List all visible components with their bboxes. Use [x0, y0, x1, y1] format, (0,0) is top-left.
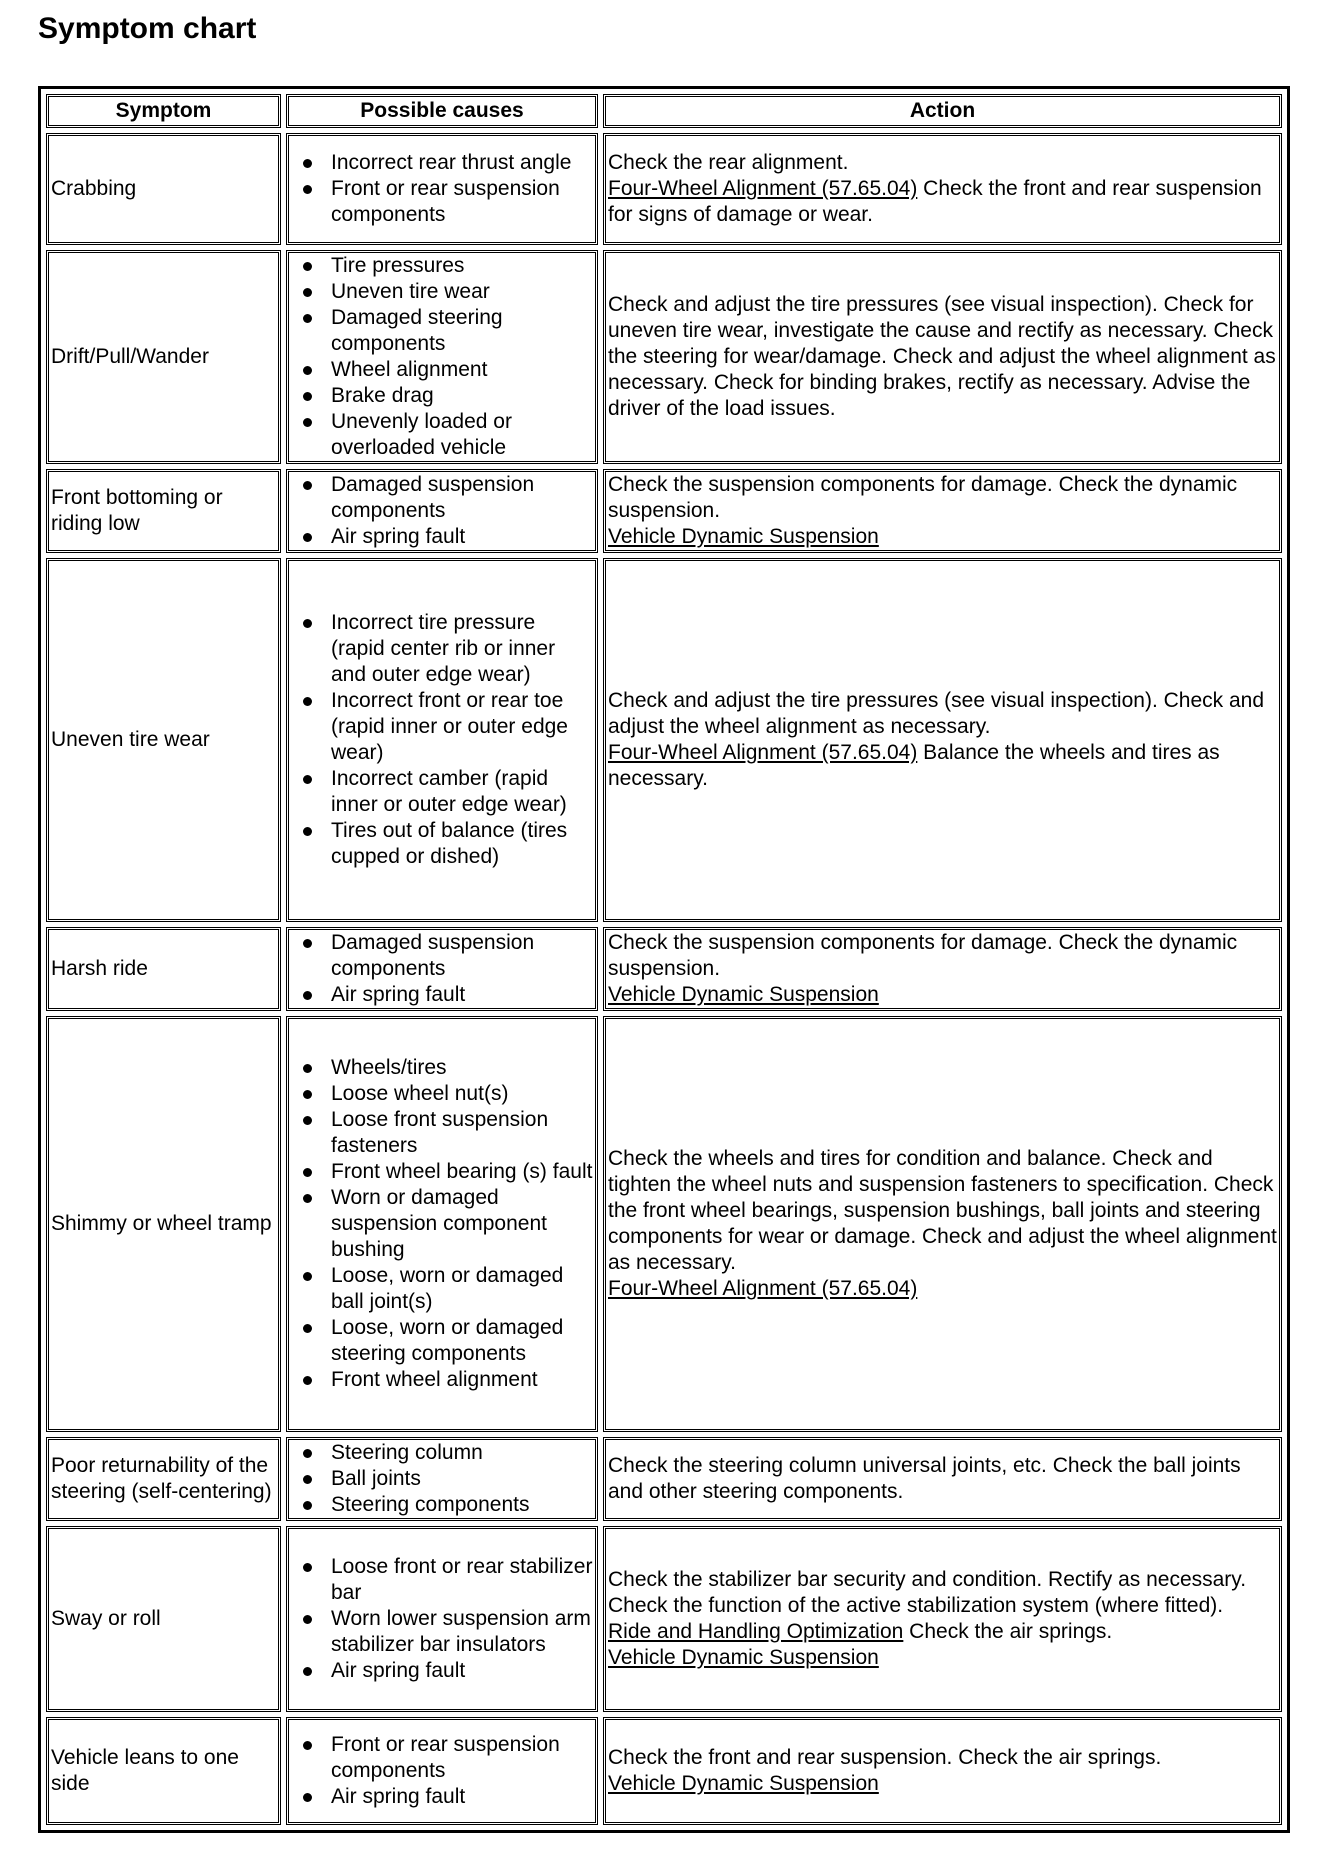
causes-cell: [286, 1717, 598, 1825]
causes-list: [291, 1440, 593, 1518]
cause-item: Wheels/tires: [331, 1055, 593, 1081]
cause-item: Damaged suspension components: [331, 930, 593, 982]
symptom-cell: Drift/Pull/Wander: [46, 250, 281, 464]
cause-item: Worn lower suspension arm stabilizer bar insulators: [331, 1606, 593, 1658]
causes-list: [291, 472, 593, 550]
cause-item: Loose, worn or damaged steering components: [331, 1315, 593, 1367]
causes-cell: [286, 927, 598, 1011]
cause-item: Unevenly loaded or overloaded vehicle: [331, 409, 593, 461]
causes-list: [291, 1732, 593, 1810]
causes-list: [291, 150, 593, 228]
action-text: Balance the wheels and tires as necessary.: [608, 741, 1220, 790]
action-text: Check the front and rear suspension for signs of damage or wear.: [608, 177, 1262, 226]
cause-item: Front wheel alignment: [331, 1367, 593, 1393]
cause-item: Damaged steering components: [331, 305, 593, 357]
action-text: Check the rear alignment.: [608, 151, 849, 174]
action-text: Check the air springs.: [903, 1620, 1113, 1643]
cause-item: Worn or damaged suspension component bushing: [331, 1185, 593, 1263]
cause-item: Front or rear suspension components: [331, 176, 593, 228]
causes-cell: [286, 469, 598, 553]
table-row: [46, 1717, 1282, 1825]
cause-item: Air spring fault: [331, 1784, 593, 1810]
cause-item: Front wheel bearing (s) fault: [331, 1160, 593, 1183]
cause-item: Steering column: [331, 1440, 593, 1466]
cause-item: Incorrect rear thrust angle: [331, 150, 593, 176]
causes-cell: [286, 1437, 598, 1521]
vehicle-dynamic-suspension-link[interactable]: Vehicle Dynamic Suspension: [608, 1772, 879, 1795]
symptom-cell: Harsh ride: [46, 927, 281, 1011]
action-cell: [603, 1717, 1282, 1825]
action-text: Check the stabilizer bar security and condition. Rectify as necessary. Check the function of the active stabilization system (where fitted).: [608, 1568, 1247, 1617]
symptom-cell: Crabbing: [46, 133, 281, 245]
cause-item: Air spring fault: [331, 524, 593, 550]
action-text: Check the front and rear suspension. Check the air springs.: [608, 1746, 1162, 1769]
cause-item: Incorrect front or rear toe (rapid inner or outer edge wear): [331, 688, 593, 766]
symptom-cell: Front bottoming or riding low: [46, 469, 281, 553]
cause-item: Loose front or rear stabilizer bar: [331, 1555, 593, 1604]
cause-item: Incorrect camber (rapid inner or outer edge wear): [331, 766, 593, 818]
symptom-cell: Sway or roll: [46, 1526, 281, 1712]
vehicle-dynamic-suspension-link[interactable]: Vehicle Dynamic Suspension: [608, 525, 879, 548]
causes-cell: [286, 133, 598, 245]
action-cell: [603, 1016, 1282, 1432]
action-text: Check and adjust the tire pressures (see visual inspection). Check and adjust the wheel alignment as necessary.: [608, 689, 1265, 738]
column-header-action: Action: [603, 94, 1282, 128]
cause-item: Steering components: [331, 1492, 593, 1518]
page-title: Symptom chart: [38, 12, 257, 45]
cause-item: Front or rear suspension components: [331, 1732, 593, 1784]
causes-list: [291, 930, 593, 1008]
action-cell: Check and adjust the tire pressures (see visual inspection). Check for uneven tire wear, investigate the cause and rectify as necessary. Check the steering for wear/damage. Check and adjust the wheel alignment as necessary. Check for binding brakes, rectify as necessary. Advise the driver of the load issues.: [603, 250, 1282, 464]
cause-item: Air spring fault: [331, 1658, 593, 1684]
symptom-cell: Shimmy or wheel tramp: [46, 1016, 281, 1432]
table-row: [46, 558, 1282, 922]
cause-item: Air spring fault: [331, 982, 593, 1008]
causes-list: [291, 610, 593, 870]
cause-item: Tire pressures: [331, 253, 593, 279]
cause-item: Wheel alignment: [331, 357, 593, 383]
action-cell: [603, 133, 1282, 245]
table-row: [46, 1526, 1282, 1712]
cause-item: Loose front suspension fasteners: [331, 1107, 593, 1159]
table-row: [46, 927, 1282, 1011]
table-header-row: [46, 94, 1282, 128]
cause-item: Loose wheel nut(s): [331, 1081, 593, 1107]
action-cell: [603, 558, 1282, 922]
vehicle-dynamic-suspension-link[interactable]: Vehicle Dynamic Suspension: [608, 1646, 879, 1669]
action-cell: [603, 927, 1282, 1011]
table-row: [46, 469, 1282, 553]
symptom-table-frame: [38, 86, 1290, 1833]
causes-cell: [286, 250, 598, 464]
four-wheel-alignment-link[interactable]: Four-Wheel Alignment (57.65.04): [608, 741, 918, 764]
causes-list: [291, 1055, 593, 1393]
table-row: [46, 1437, 1282, 1521]
action-text: Check the wheels and tires for condition and balance. Check and tighten the wheel nuts and suspension fasteners to specification. Check the front wheel bearings, suspension bushings, ball joints and steering components for wear or damage. Check and adjust the wheel alignment as necessary.: [608, 1147, 1277, 1274]
causes-cell: [286, 1526, 598, 1712]
cause-item: Uneven tire wear: [331, 279, 593, 305]
vehicle-dynamic-suspension-link[interactable]: Vehicle Dynamic Suspension: [608, 983, 879, 1006]
causes-list: [291, 1554, 593, 1684]
cause-item: Damaged suspension components: [331, 472, 593, 524]
cause-item: Incorrect tire pressure (rapid center rib or inner and outer edge wear): [331, 610, 593, 688]
table-row: [46, 133, 1282, 245]
cause-item: Tires out of balance (tires cupped or dished): [331, 818, 593, 870]
action-cell: Check the steering column universal joints, etc. Check the ball joints and other steering components.: [603, 1437, 1282, 1521]
symptom-table: [41, 89, 1287, 1830]
action-text: Check the suspension components for damage. Check the dynamic suspension.: [608, 473, 1238, 522]
action-text: Check the suspension components for damage. Check the dynamic suspension.: [608, 931, 1238, 980]
symptom-cell: Vehicle leans to one side: [46, 1717, 281, 1825]
causes-cell: [286, 1016, 598, 1432]
table-row: [46, 1016, 1282, 1432]
cause-item: Brake drag: [331, 383, 593, 409]
column-header-symptom: Symptom: [46, 94, 281, 128]
action-cell: [603, 469, 1282, 553]
four-wheel-alignment-link[interactable]: Four-Wheel Alignment (57.65.04): [608, 1277, 918, 1300]
action-cell: [603, 1526, 1282, 1712]
symptom-cell: Uneven tire wear: [46, 558, 281, 922]
four-wheel-alignment-link[interactable]: Four-Wheel Alignment (57.65.04): [608, 177, 918, 200]
symptom-cell: Poor returnability of the steering (self-centering): [46, 1437, 281, 1521]
table-row: [46, 250, 1282, 464]
column-header-possible-causes: Possible causes: [286, 94, 598, 128]
cause-item: Loose, worn or damaged ball joint(s): [331, 1263, 593, 1315]
cause-item: Ball joints: [331, 1466, 593, 1492]
causes-cell: [286, 558, 598, 922]
ride-and-handling-optimization-link[interactable]: Ride and Handling Optimization: [608, 1620, 904, 1643]
causes-list: [291, 253, 593, 461]
